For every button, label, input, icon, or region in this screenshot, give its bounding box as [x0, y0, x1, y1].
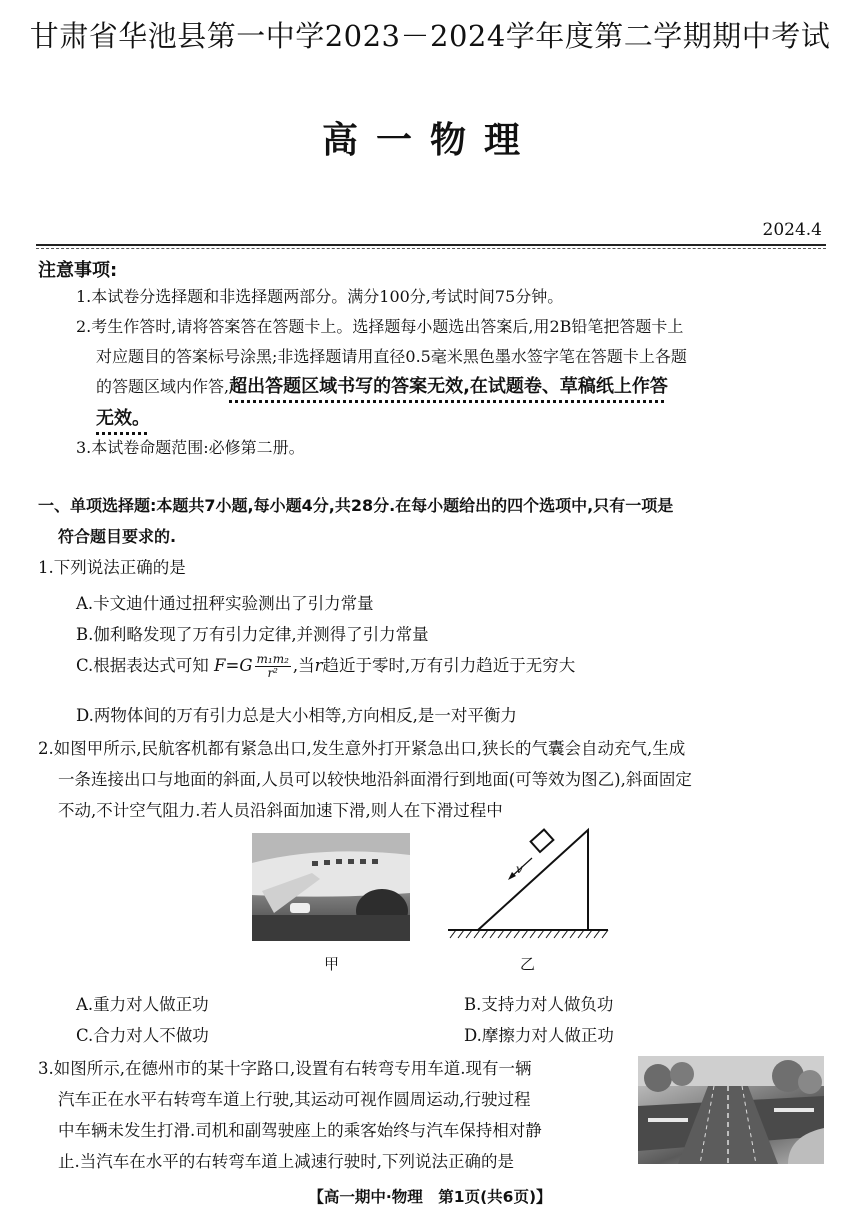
notice-item-2-emphasis-end: 无效。	[96, 408, 150, 429]
formula-numerator: m₁m₂	[256, 652, 289, 666]
question-3-stem-line-2: 汽车正在水平右转弯车道上行驶,其运动可视作圆周运动,行驶过程	[58, 1090, 531, 1109]
question-1-option-c	[76, 652, 575, 688]
formula-lhs: F=G	[214, 656, 253, 675]
notice-item-2-plain: 的答题区域内作答,	[96, 377, 230, 396]
notice-item-2-emphasis: 超出答题区域书写的答案无效,在试题卷、草稿纸上作答	[229, 376, 668, 397]
airplane-slide-photo	[252, 833, 410, 941]
question-2-stem-line-1: 2.如图甲所示,民航客机都有紧急出口,发生意外打开紧急出口,狭长的气囊会自动充气,生成	[38, 739, 686, 758]
notice-item-1: 1.本试卷分选择题和非选择题两部分。满分100分,考试时间75分钟。	[76, 287, 564, 306]
notice-heading: 注意事项:	[38, 260, 118, 281]
question-2-option-d: D.摩擦力对人做正功	[464, 1026, 614, 1045]
notice-item-3: 3.本试卷命题范围:必修第二册。	[76, 438, 305, 457]
option-c-variable: r	[314, 656, 323, 675]
notice-item-2-line-2: 对应题目的答案标号涂黑;非选择题请用直径0.5毫米黑色墨水签字笔在答题卡上各题	[96, 347, 687, 366]
notice-item-2-line-3	[96, 371, 668, 402]
option-c-suffix-2: 趋近于零时,万有引力趋近于无穷大	[322, 656, 576, 675]
notice-item-2-line-4	[96, 403, 150, 434]
section-1-heading-line-2: 符合题目要求的.	[58, 527, 177, 546]
option-c-prefix: C.根据表达式可知	[76, 656, 209, 675]
question-2-option-a: A.重力对人做正功	[76, 995, 209, 1014]
intersection-photo	[638, 1056, 824, 1164]
question-1-option-b: B.伽利略发现了万有引力定律,并测得了引力常量	[76, 625, 429, 644]
question-1-stem: 1.下列说法正确的是	[38, 558, 186, 577]
question-2-option-b: B.支持力对人做负功	[464, 995, 614, 1014]
formula-fraction	[255, 653, 291, 680]
option-c-suffix-1: ,当	[292, 656, 315, 675]
question-1-option-a: A.卡文迪什通过扭秤实验测出了引力常量	[76, 594, 374, 613]
figure-b-label: 乙	[520, 955, 536, 973]
question-1-option-d: D.两物体间的万有引力总是大小相等,方向相反,是一对平衡力	[76, 706, 517, 725]
page-footer: 【高一期中·物理 第1页(共6页)】	[308, 1188, 552, 1206]
velocity-label: v	[516, 862, 523, 876]
question-3-stem-line-4: 止.当汽车在水平的右转弯车道上减速行驶时,下列说法正确的是	[58, 1152, 514, 1171]
header-rule	[36, 244, 826, 246]
question-3-stem-line-1: 3.如图所示,在德州市的某十字路口,设置有右转弯专用车道.现有一辆	[38, 1059, 532, 1078]
question-2-stem-line-2: 一条连接出口与地面的斜面,人员可以较快地沿斜面滑行到地面(可等效为图乙),斜面固定	[58, 770, 692, 789]
exam-date: 2024.4	[762, 220, 822, 240]
question-2-option-c: C.合力对人不做功	[76, 1026, 209, 1045]
subject-title: 高一物理	[321, 120, 538, 161]
incline-diagram	[448, 826, 610, 942]
figure-a-label: 甲	[324, 955, 340, 973]
notice-item-2-line-1: 2.考生作答时,请将答案答在答题卡上。选择题每小题选出答案后,用2B铅笔把答题卡上	[76, 317, 684, 336]
question-2-stem-line-3: 不动,不计空气阻力.若人员沿斜面加速下滑,则人在下滑过程中	[58, 801, 503, 820]
header-rule-dashed	[36, 248, 826, 249]
school-exam-title: 甘肃省华池县第一中学2023－2024学年度第二学期期中考试	[29, 19, 831, 53]
formula-denominator: r²	[267, 666, 278, 680]
section-1-heading-line-1: 一、单项选择题:本题共7小题,每小题4分,共28分.在每小题给出的四个选项中,只有一项是	[38, 496, 674, 515]
question-3-stem-line-3: 中车辆未发生打滑.司机和副驾驶座上的乘客始终与汽车保持相对静	[58, 1121, 542, 1140]
